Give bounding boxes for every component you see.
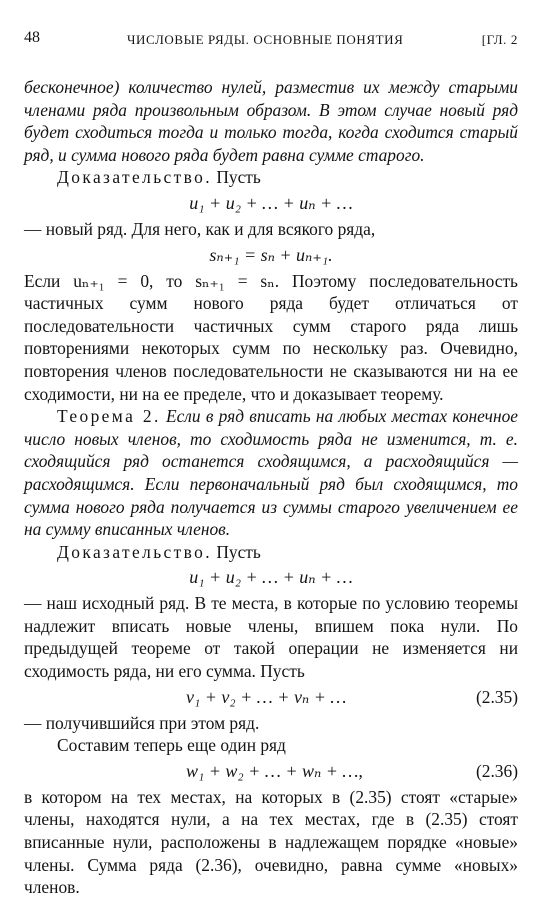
formula-expression: u₁ + u₂ + … + uₙ + … (189, 192, 353, 213)
formula-partial-sum (24, 241, 518, 270)
theorem-label: Теорема 2. (57, 406, 161, 427)
proof-intro-text: Пусть (211, 167, 261, 188)
proof-label: Доказательство. (57, 167, 212, 188)
formula-series-u (24, 189, 518, 218)
body-text (24, 76, 518, 899)
formula-expression: u₁ + u₂ + … + uₙ + … (189, 567, 353, 588)
paragraph-new-series: — новый ряд. Для него, как и для всякого ряда, (24, 218, 376, 239)
formula-expression: w₁ + w₂ + … + wₙ + …, (186, 760, 363, 781)
formula-2-36 (24, 757, 518, 786)
paragraph-compose-series: Составим теперь еще один ряд (57, 735, 286, 756)
page-number: 48 (24, 29, 40, 46)
chapter-label: [ГЛ. 2 (481, 32, 518, 47)
formula-expression: v₁ + v₂ + … + vₙ + … (186, 686, 347, 707)
theorem-2 (24, 405, 518, 541)
paragraph-proof-1: Если uₙ₊₁ = 0, то sₙ₊₁ = sₙ. Поэтому последовательность частичных сумм нового ряда будет отличаться от последовательности частичных сумм старого ряда лишь повторениями некоторых сумм по нескольку раз. Очевидно, повторения членов последовательности не сказываются ни на ее сходимости, ни на ее пределе, что и доказывает теорему. (24, 270, 518, 404)
formula-2-35 (24, 683, 518, 712)
proof-2-intro (24, 541, 518, 564)
paragraph-final: в котором на тех местах, на которых в (2.35) стоят «старые» члены, находятся нули, а на тех местах, где в (2.35) стоят вписанные нули, расположены в надлежащем порядке «новые» члены. Сумма ряда (2.36), очевидно, равна сумме «новых» членов. (24, 786, 518, 898)
equation-number: (2.35) (475, 686, 518, 707)
running-title: ЧИСЛОВЫЕ РЯДЫ. ОСНОВНЫЕ ПОНЯТИЯ (127, 32, 404, 47)
paragraph-original-series: — наш исходный ряд. В те места, в которые по условию теоремы надлежит вписать новые члены, впишем пока нули. По предыдущей теореме от такой операции не изменяется ни сходимость ряда, ни его сумма. Пусть (24, 593, 518, 682)
formula-expression: sₙ₊₁ = sₙ + uₙ₊₁. (209, 244, 333, 265)
running-head (24, 28, 518, 52)
proof-1-intro (24, 166, 518, 189)
proof-label: Доказательство. (57, 541, 212, 562)
theorem-statement: Если в ряд вписать на любых местах конечное число новых членов, то сходимость ряда не изменится, т. е. сходящийся ряд останется сходящимся, а расходящийся — расходящимся. Если первоначальный ряд был сходящимся, то сумма нового ряда получается из суммы старого увеличением ее на сумму вписанных членов. (24, 406, 518, 540)
proof-intro-text: Пусть (211, 541, 261, 562)
formula-original-series (24, 563, 518, 592)
paragraph-obtained-series: — получившийся при этом ряд. (24, 712, 260, 733)
book-page (24, 28, 518, 899)
theorem-continuation: бесконечное) количество нулей, разместив их между старыми членами ряда произвольным образом. В этом случае новый ряд будет сходиться тогда и только тогда, когда сходится старый ряд, и сумма нового ряда будет равна сумме старого. (24, 77, 518, 165)
equation-number: (2.36) (475, 760, 518, 781)
